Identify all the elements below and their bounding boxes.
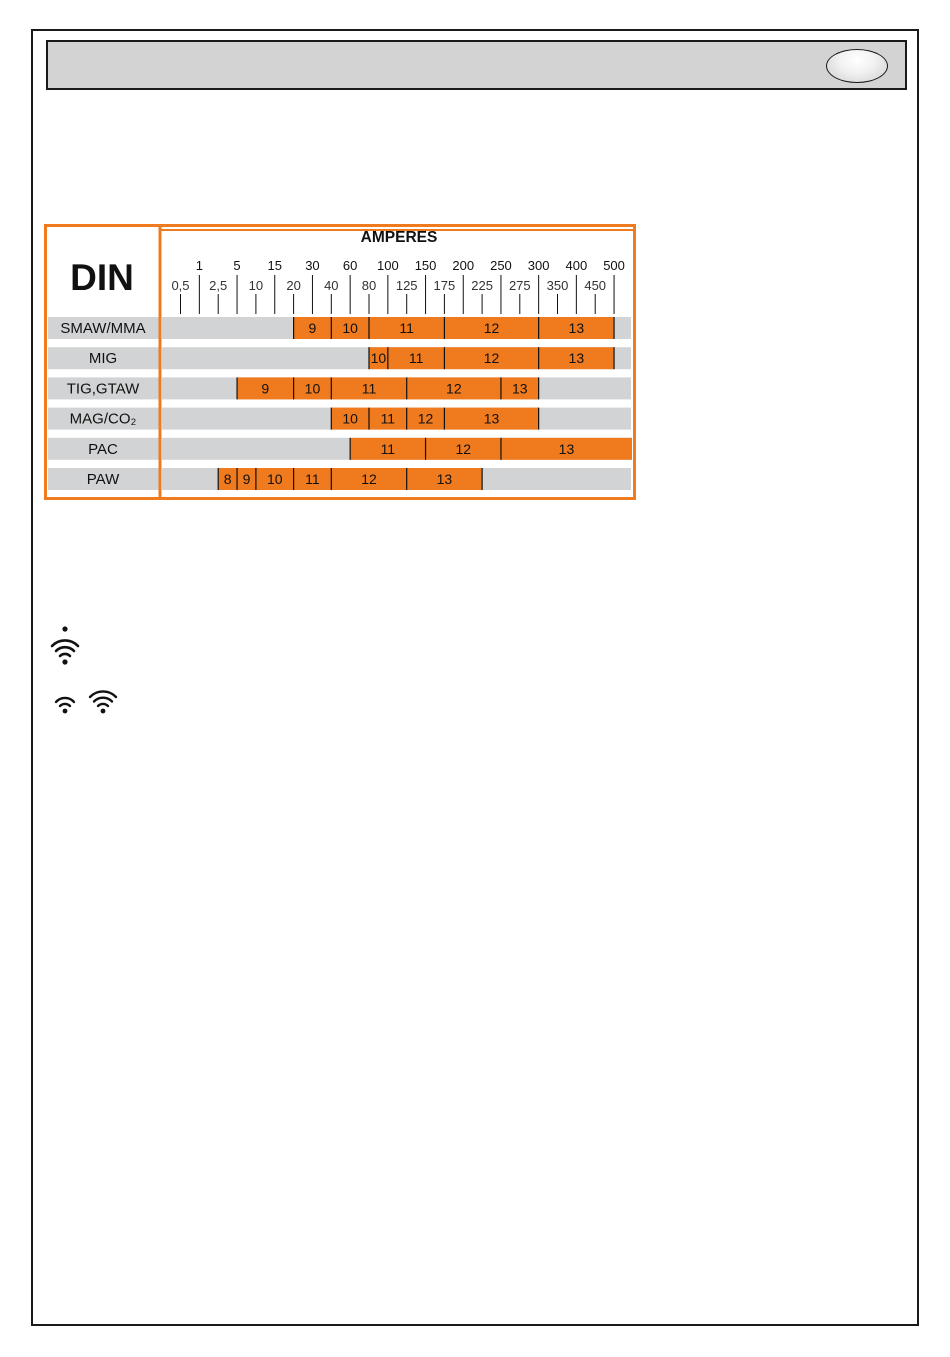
tick-label-bottom: 40 [324,278,339,293]
shade-number: 13 [436,471,453,487]
tick-label-bottom: 350 [546,278,569,293]
page-number-oval [826,49,888,83]
chart-corner-label: DIN [70,257,134,298]
shade-number: 12 [455,440,472,457]
shade-number: 11 [408,350,424,367]
shade-number: 10 [342,320,358,336]
tick-label-top: 1 [195,258,203,273]
row-label: TIG,GTAW [66,380,140,398]
shade-number: 13 [568,320,585,336]
tick-label-bottom: 225 [471,278,493,293]
shade-number: 11 [305,471,320,487]
shade-number: 11 [380,440,396,457]
tick-label-top: 60 [342,258,358,273]
tick-label-top: 200 [452,258,475,273]
shade-number: 13 [512,380,528,397]
wifi-small-icon [53,694,77,714]
tick-label-bottom: 450 [584,278,607,293]
shade-number: 12 [417,410,434,427]
shade-number: 10 [370,350,387,367]
tick-label-top: 100 [376,258,399,273]
shade-number: 10 [266,471,283,487]
tick-label-top: 30 [305,258,320,273]
row-label: MIG [88,350,118,368]
tick-label-bottom: 0,5 [171,278,190,293]
tick-label-bottom: 10 [248,278,264,293]
tick-label-top: 150 [414,258,437,273]
shade-number: 12 [483,320,500,336]
shade-number: 9 [308,320,317,336]
tick-label-bottom: 275 [508,278,531,293]
row-label: MAG/CO₂ [69,410,137,428]
tick-label-top: 250 [490,258,512,273]
tick-label-bottom: 20 [286,278,301,293]
shade-number: 13 [483,410,500,427]
row-label: PAC [88,440,118,458]
row-label: SMAW/MMA [60,320,146,337]
tick-label-top: 15 [267,258,282,273]
row-label: PAW [86,471,120,488]
din-shade-chart [44,224,636,505]
tick-label-bottom: 2,5 [209,278,228,293]
shade-number: 12 [446,380,462,397]
tick-label-top: 500 [603,258,625,273]
shade-number: 12 [361,471,377,487]
tick-label-top: 400 [565,258,588,273]
shade-number: 10 [342,410,358,427]
tick-label-top: 300 [527,258,550,273]
shade-number: 9 [261,380,270,397]
tick-label-bottom: 175 [433,278,456,293]
tick-label-bottom: 125 [395,278,418,293]
shade-number: 13 [558,440,575,457]
tick-label-top: 5 [233,258,241,273]
shade-number: 11 [380,410,396,427]
shade-number: 8 [223,471,232,487]
shade-number: 11 [399,320,414,336]
shade-number: 11 [361,380,377,397]
wifi-medium-icon [87,688,119,714]
chart-title: AMPERES [360,229,438,246]
shade-number: 12 [483,350,500,367]
header-bar [46,40,907,90]
wifi-large-icon [48,622,82,666]
shade-number: 10 [304,380,321,397]
tick-label-bottom: 80 [361,278,377,293]
shade-number: 13 [568,350,585,367]
shade-number: 9 [242,471,251,487]
